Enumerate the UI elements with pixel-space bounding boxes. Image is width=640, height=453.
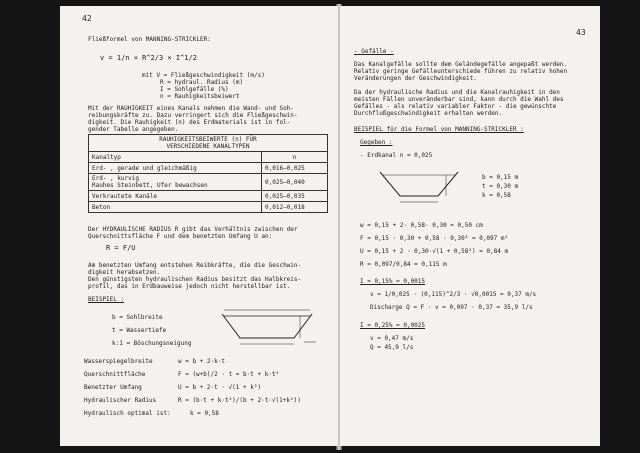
para-choice-1: Da der hydraulische Radius und die Kanalrauhigkeit in den [354, 89, 560, 96]
formula-r: R = F/U [106, 244, 136, 252]
para-choice-3: Gefälles - als relativ variabler Faktor - die gewünschte [354, 103, 557, 110]
para-choice-4: Durchflußgeschwindigkeit erhalten werden. [354, 110, 503, 117]
calc-f: F = 0,15 · 0,30 + 0,58 · 0,30² = 0,097 m² [360, 235, 509, 242]
para-slope-3: Veränderungen der Geschwindigkeit. [354, 75, 477, 82]
case2-slope: I = 0,25% = 0,0025 [360, 322, 426, 329]
legend-b: b = Sohlbreite [112, 314, 163, 321]
para-radius-2: Querschnittsfläche F und dem benetzten Umfang U an: [88, 233, 273, 240]
formula-f: F = (w+b)/2 · t = b·t + k·t² [178, 371, 280, 378]
beispiel-manning: BEISPIEL für die Formel von MANNING-STRICKLER : [354, 126, 524, 133]
def-i: I = Sohlgefälle (%) [160, 86, 229, 93]
cell-n: 0,025—0,035 [262, 191, 328, 202]
gegeben-label: Gegeben : [360, 139, 393, 146]
cell-type: Verkrautete Kanäle [89, 191, 262, 202]
beispiel-heading: BEISPIEL : [88, 296, 125, 303]
para-friction-4: profil, das in Erdbauweise jedoch nicht herstellbar ist. [88, 283, 291, 290]
formula-w: w = b + 2·k·t [178, 358, 225, 365]
cell-n: 0,012—0,018 [262, 202, 328, 213]
table-row [89, 191, 328, 202]
para-roughness-2: reibungskräfte zu. Dazu verringert sich die Fließgeschwin- [88, 112, 298, 119]
cell-type: Beton [89, 202, 262, 213]
manning-formula: v = 1/n × R^2/3 × I^1/2 [100, 54, 197, 62]
cell-n: 0,025—0,040 [262, 174, 328, 191]
page-left [60, 6, 338, 446]
formula-opt: k = 0,58 [190, 410, 219, 417]
legend-k: k:1 = Böschungsneigung [112, 340, 192, 347]
def-v: mit V = Fließgeschwindigkeit (m/s) [142, 72, 265, 79]
table-header-n: n [262, 152, 328, 163]
para-roughness-1: Mit der RAUHIGKEIT eines Kanals nehmen die Wand- und Soh- [88, 105, 294, 112]
cell-n: 0,016—0,025 [262, 163, 328, 174]
formula-label-f: Querschnittfläche [84, 371, 146, 378]
table-header-type: Kanaltyp [89, 152, 262, 163]
formula-u: U = b + 2·t · √(1 + k²) [178, 384, 262, 391]
case2-discharge: Q = 45,9 l/s [370, 344, 414, 351]
param-b: b = 0,15 m [482, 174, 519, 181]
roughness-table [88, 134, 328, 213]
table-row [89, 202, 328, 213]
case2-velocity: v = 0,47 m/s [370, 335, 414, 342]
calc-u: U = 0,15 + 2 · 0,30·√(1 + 0,58²) = 0,84 m [360, 248, 509, 255]
param-k: k = 0,58 [482, 192, 511, 199]
legend-t: t = Wassertiefe [112, 327, 167, 334]
page-number-left: 42 [82, 14, 92, 23]
table-row [89, 174, 328, 191]
calc-w: w = 0,15 + 2· 0,58· 0,30 = 0,50 cm [360, 222, 483, 229]
def-n: n = Rauhigkeitsbeiwert [160, 93, 240, 100]
para-roughness-4: gender Tabelle angegeben. [88, 126, 179, 133]
table-row [89, 163, 328, 174]
page-number-right: 43 [576, 28, 586, 37]
para-slope-1: Das Kanalgefälle sollte dem Geländegefälle angepaßt werden. [354, 61, 568, 68]
formula-r-full: R = (b·t + k·t²)/(b + 2·t·√(1+k²)) [178, 397, 301, 404]
trapezoid-section-diagram [220, 306, 330, 350]
heading-gefaelle: - Gefälle - [354, 48, 394, 55]
formula-label-opt: Hydraulisch optimal ist: [84, 410, 171, 417]
cell-type: Erd- , kurvig Rauhes Steinbett, Ufer bewachsen [89, 174, 262, 191]
calc-r: R = 0,097/0,84 = 0,115 m [360, 261, 447, 268]
para-slope-2: Relativ geringe Gefälleunterschiede führen zu relativ hohen [354, 68, 568, 75]
param-t: t = 0,30 m [482, 183, 519, 190]
formula-label-u: Benetzter Umfang [84, 384, 142, 391]
para-roughness-3: digkeit. Die Rauhigkeit (n) des Erdmaterials ist in fol- [88, 119, 291, 126]
formula-label-r: Hydraulischer Radius [84, 397, 157, 404]
para-friction-1: Am benetzten Umfang entstehen Reibkräfte, die die Geschwin- [88, 262, 302, 269]
canal-section-diagram [376, 166, 476, 206]
formula-label-w: Wasserspiegelbreite [84, 358, 153, 365]
cell-type: Erd- , gerade und gleichmäßig [89, 163, 262, 174]
case1-velocity: v = 1/0,025 · (0,115)^2/3 · √0,0015 = 0,37 m/s [370, 291, 537, 298]
case1-discharge: Discharge Q = F · v = 0,097 · 0,37 = 35,9 l/s [370, 304, 533, 311]
table-title-1: RAUHIGKEITSBEIWERTE (n) FÜR [159, 136, 257, 143]
para-friction-3: Den günstigsten hydraulischen Radius besitzt das Halbkreis- [88, 276, 302, 283]
para-choice-2: meisten Fällen unveränderbar sind, kann durch die Wahl des [354, 96, 564, 103]
para-radius-1: Der HYDRAULISCHE RADIUS R gibt das Verhältnis zwischen der [88, 226, 298, 233]
erdkanal-line: - Erdkanal n = 0,025 [360, 152, 433, 159]
heading-formula: Fließformel von MANNING-STRICKLER: [88, 36, 211, 43]
page-right [340, 6, 600, 446]
para-friction-2: digkeit herabsetzen. [88, 269, 161, 276]
table-title-2: VERSCHIEDENE KANALTYPEN [166, 143, 250, 150]
def-r: R = hydraul. Radius (m) [160, 79, 244, 86]
case1-slope: I = 0,15% = 0,0015 [360, 278, 426, 285]
